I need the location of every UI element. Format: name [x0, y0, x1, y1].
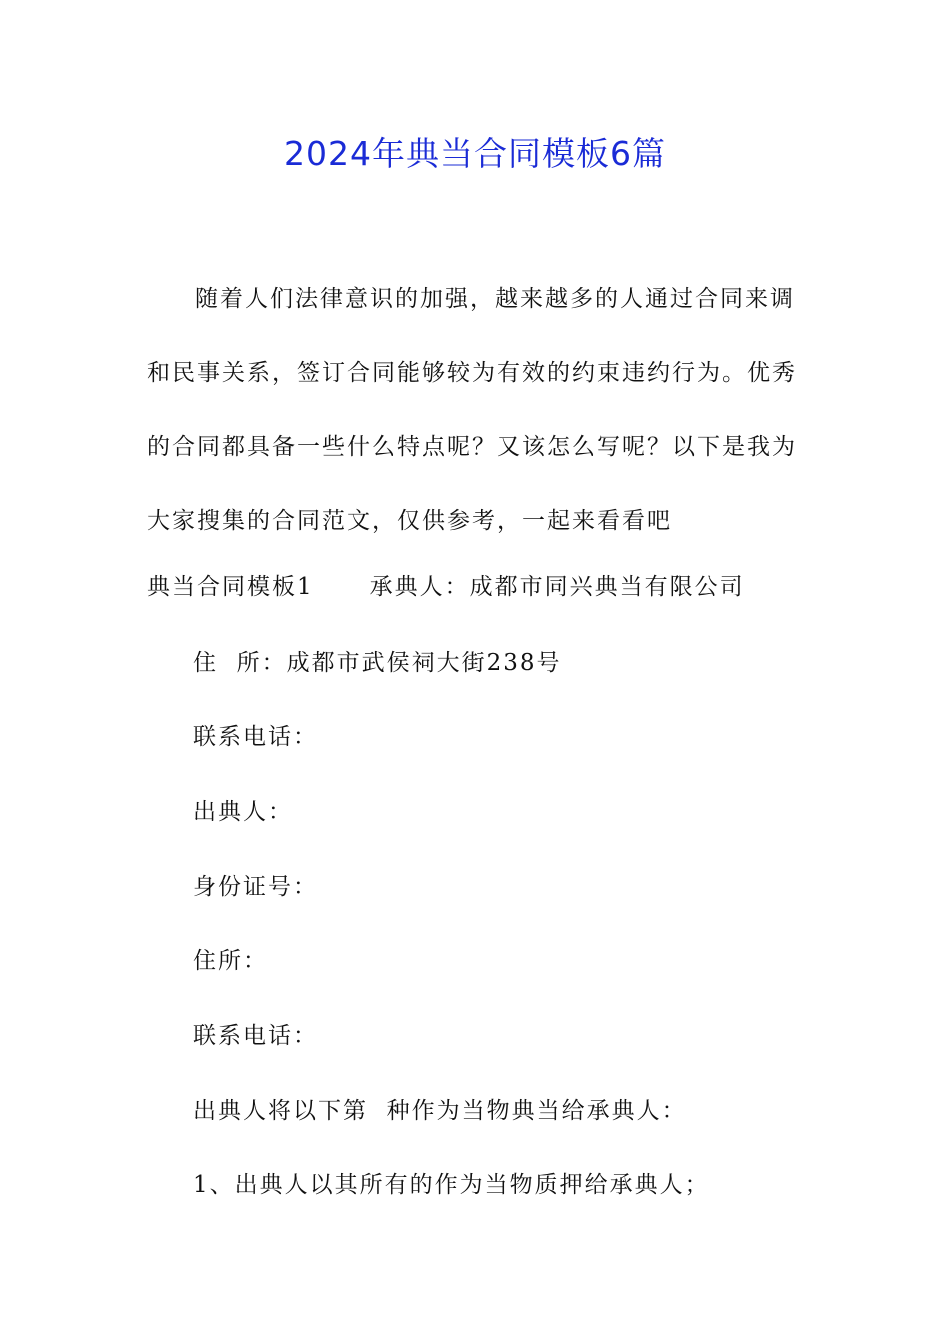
pawnee-line: 承典人：成都市同兴典当有限公司 — [369, 574, 745, 600]
clause-intro: 出典人将以下第 种作为当物典当给承典人： — [193, 1098, 687, 1124]
section-heading: 典当合同模板1 — [147, 574, 314, 600]
section-heading-line — [147, 568, 745, 601]
document-title: 2024年典当合同模板6篇 — [284, 134, 666, 173]
clause-1: 1、出典人以其所有的作为当物质押给承典人； — [193, 1172, 710, 1198]
pawnor-label: 出典人： — [193, 799, 293, 825]
residence-label: 住所： — [193, 948, 268, 974]
phone-label-1: 联系电话： — [193, 724, 318, 750]
phone-label-2: 联系电话： — [193, 1023, 318, 1049]
address-line: 住 所：成都市武侯祠大街238号 — [193, 650, 562, 676]
id-number-label: 身份证号： — [193, 874, 318, 900]
intro-paragraph: 随着人们法律意识的加强，越来越多的人通过合同来调和民事关系，签订合同能够较为有效的约束违约行为。优秀的合同都具备一些什么特点呢？又该怎么写呢？以下是我为大家搜集的合同范文，仅供参考，一起来看看吧 — [147, 286, 797, 534]
